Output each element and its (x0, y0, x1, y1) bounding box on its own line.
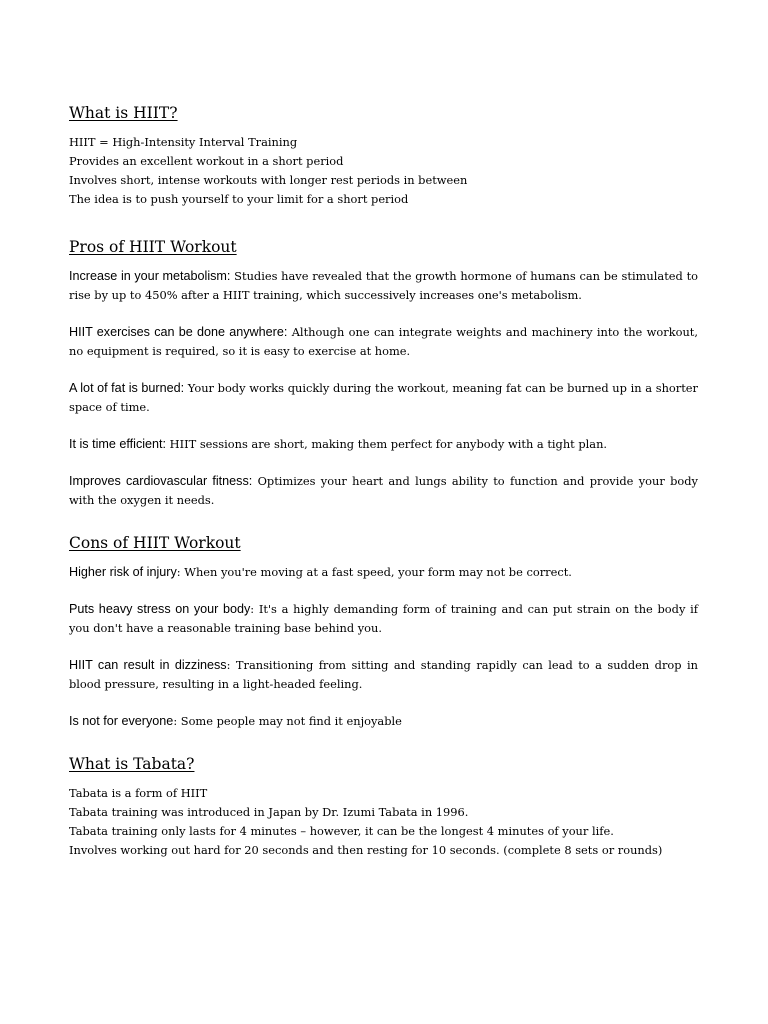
pros-term: HIIT exercises can be done anywhere: (69, 325, 288, 339)
cons-item-stress (69, 600, 698, 638)
pros-text: Your body works quickly during the workout, meaning fat can be burned up in a shorter space of time. (69, 381, 698, 414)
pros-text: HIIT sessions are short, making them perfect for anybody with a tight plan. (166, 437, 608, 451)
cons-item-injury (69, 563, 698, 582)
hiit-line-4: The idea is to push yourself to your limit for a short period (69, 192, 409, 206)
pros-text: Although one can integrate weights and machinery into the workout, no equipment is required, so it is easy to exercise at home. (69, 325, 698, 358)
cons-term: HIIT can result in dizziness (69, 658, 227, 672)
hiit-line-3: Involves short, intense workouts with longer rest periods in between (69, 173, 468, 187)
cons-term: Is not for everyone (69, 714, 174, 728)
tabata-line-3: Tabata training only lasts for 4 minutes – however, it can be the longest 4 minutes of your life. (69, 824, 614, 838)
cons-text: : When you're moving at a fast speed, your form may not be correct. (176, 565, 572, 579)
heading-pros: Pros of HIIT Workout (69, 238, 237, 256)
cons-item-not-for-everyone (69, 712, 698, 731)
heading-cons: Cons of HIIT Workout (69, 534, 241, 552)
pros-term: A lot of fat is burned: (69, 381, 185, 395)
tabata-line-1: Tabata is a form of HIIT (69, 786, 208, 800)
hiit-line-2: Provides an excellent workout in a short period (69, 154, 344, 168)
tabata-line-4: Involves working out hard for 20 seconds and then resting for 10 seconds. (complete 8 sets or rounds) (69, 843, 663, 857)
pros-term: It is time efficient: (69, 437, 167, 451)
pros-item-time-efficient (69, 435, 698, 454)
pros-item-metabolism (69, 267, 698, 305)
pros-term: Increase in your metabolism: (69, 269, 231, 283)
cons-text: : It's a highly demanding form of training and can put strain on the body if you don't have a reasonable training base behind you. (69, 602, 698, 635)
pros-item-anywhere (69, 323, 698, 361)
pros-item-fat-burned (69, 379, 698, 417)
pros-term: Improves cardiovascular fitness: (69, 474, 253, 488)
cons-text: : Transitioning from sitting and standing rapidly can lead to a sudden drop in blood pressure, resulting in a light-headed feeling. (69, 658, 698, 691)
tabata-line-2: Tabata training was introduced in Japan by Dr. Izumi Tabata in 1996. (69, 805, 469, 819)
pros-item-cardio (69, 472, 698, 510)
document-page (69, 102, 698, 860)
pros-text: Optimizes your heart and lungs ability to function and provide your body with the oxygen it needs. (69, 474, 698, 507)
hiit-line-1: HIIT = High-Intensity Interval Training (69, 135, 298, 149)
cons-text: : Some people may not find it enjoyable (173, 714, 402, 728)
heading-what-is-tabata: What is Tabata? (69, 755, 195, 773)
heading-what-is-hiit: What is HIIT? (69, 104, 178, 122)
pros-text: Studies have revealed that the growth hormone of humans can be stimulated to rise by up to 450% after a HIIT training, which successively increases one's metabolism. (69, 269, 698, 302)
cons-item-dizziness (69, 656, 698, 694)
cons-term: Puts heavy stress on your body (69, 602, 251, 616)
cons-term: Higher risk of injury (69, 565, 177, 579)
